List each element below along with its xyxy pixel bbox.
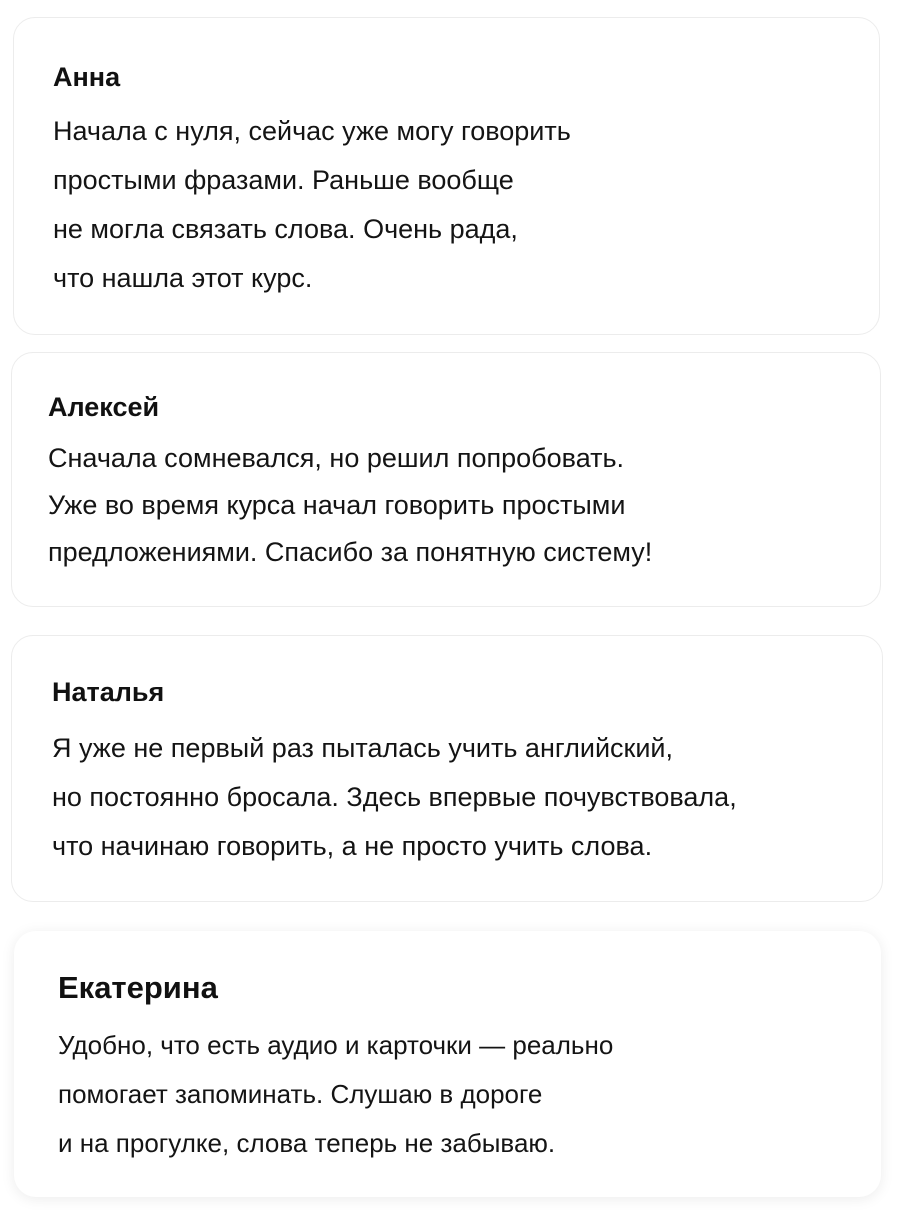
review-text [52,724,737,871]
review-author: Алексей [48,392,160,422]
review-text-line: не могла связать слова. Очень рада, [53,214,518,244]
review-text-line: Сначала сомневался, но решил попробовать. [48,443,625,473]
review-author: Екатерина [58,970,218,1005]
review-text-line: что начинаю говорить, а не просто учить слова. [52,831,653,861]
review-text [58,1021,613,1168]
review-card-anna [13,17,880,335]
review-text-line: простыми фразами. Раньше вообще [53,165,514,195]
review-text-line: предложениями. Спасибо за понятную систему! [48,537,653,567]
review-author: Наталья [52,677,165,707]
review-text-line: помогает запоминать. Слушаю в дороге [58,1079,543,1109]
review-text-line: что нашла этот курс. [53,263,313,293]
review-text-line: Я уже не первый раз пыталась учить английский, [52,733,674,763]
review-text-line: и на прогулке, слова теперь не забываю. [58,1128,556,1158]
review-card-natalya [11,635,883,902]
review-text-line: Начала с нуля, сейчас уже могу говорить [53,116,571,146]
review-card-aleksey [11,352,881,607]
review-author: Анна [53,62,121,92]
review-text-line: Уже во время курса начал говорить простыми [48,490,626,520]
review-text [48,435,652,576]
review-card-ekaterina [14,931,881,1197]
review-text-line: но постоянно бросала. Здесь впервые почувствовала, [52,782,737,812]
review-text-line: Удобно, что есть аудио и карточки — реально [58,1030,614,1060]
review-text [53,107,571,303]
